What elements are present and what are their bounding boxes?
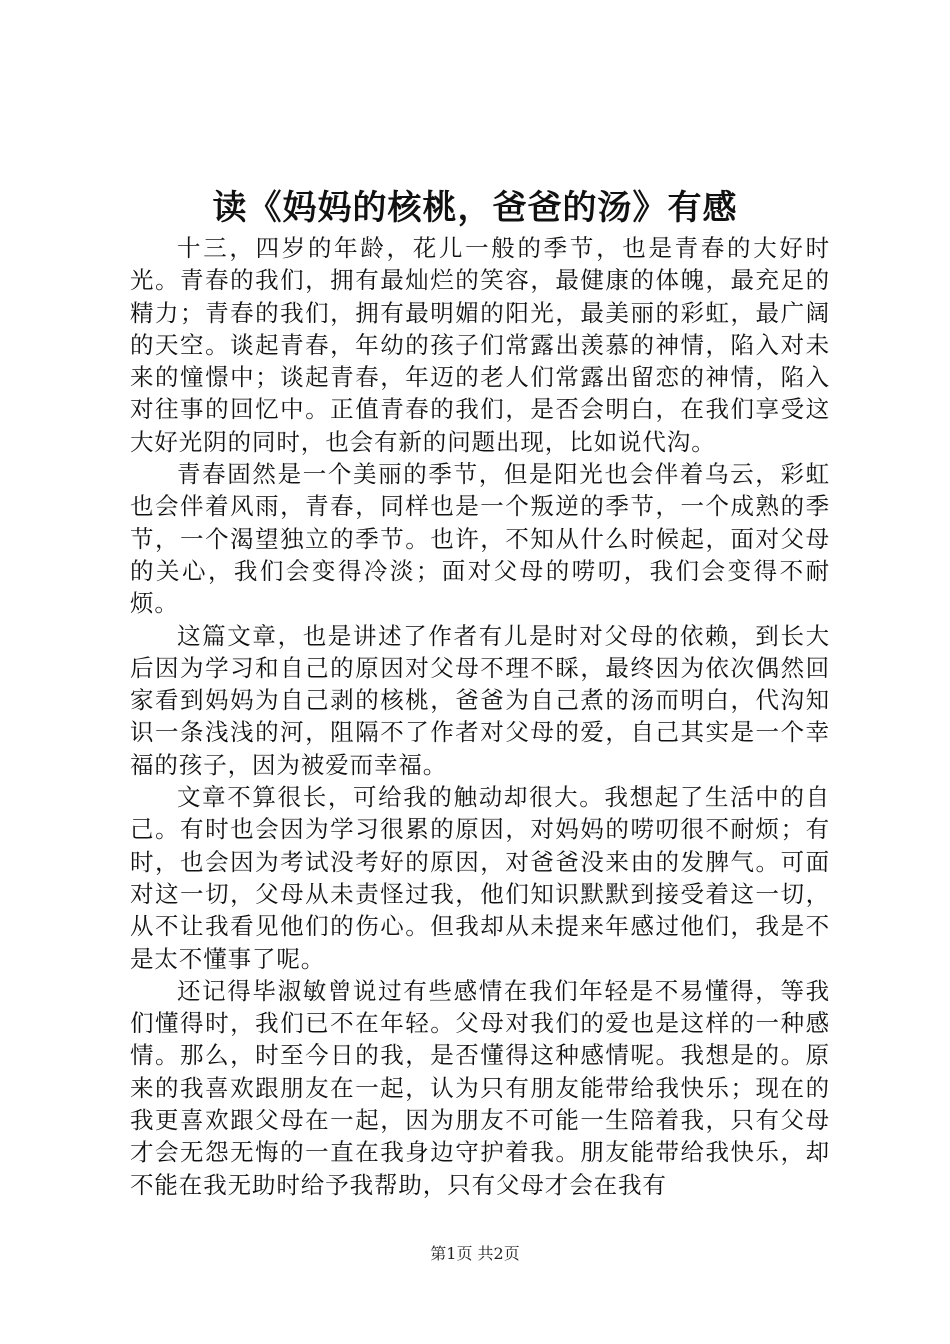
page-footer: 第1页 共2页 xyxy=(430,1244,520,1263)
paragraph-5: 还记得毕淑敏曾说过有些感情在我们年轻是不易懂得，等我们懂得时，我们已不在年轻。父母对我们的爱也是这样的一种感情。那么，时至今日的我，是否懂得这种感情呢。我想是的。原来的我喜欢跟朋友在一起，认为只有朋友能带给我快乐；现在的我更喜欢跟父母在一起，因为朋友不可能一生陪着我，只有父母才会无怨无悔的一直在我身边守护着我。朋友能带给我快乐，却不能在我无助时给予我帮助，只有父母才会在我有 xyxy=(130,976,830,1199)
paragraph-2: 青春固然是一个美丽的季节，但是阳光也会伴着乌云，彩虹也会伴着风雨，青春，同样也是一个叛逆的季节，一个成熟的季节，一个渴望独立的季节。也许，不知从什么时候起，面对父母的关心，我们会变得冷淡；面对父母的唠叨，我们会变得不耐烦。 xyxy=(130,460,830,618)
paragraph-4: 文章不算很长，可给我的触动却很大。我想起了生活中的自己。有时也会因为学习很累的原因，对妈妈的唠叨很不耐烦；有时，也会因为考试没考好的原因，对爸爸没来由的发脾气。可面对这一切，父母从未责怪过我，他们知识默默到接受着这一切，从不让我看见他们的伤心。但我却从未提来年感过他们，我是不是太不懂事了呢。 xyxy=(130,783,830,973)
paragraph-3: 这篇文章，也是讲述了作者有儿是时对父母的依赖，到长大后因为学习和自己的原因对父母不理不睬，最终因为依次偶然回家看到妈妈为自己剥的核桃，爸爸为自己煮的汤而明白，代沟知识一条浅浅的河，阻隔不了作者对父母的爱，自己其实是一个幸福的孩子，因为被爱而幸福。 xyxy=(130,621,830,779)
document-title: 读《妈妈的核桃，爸爸的汤》有感 xyxy=(212,188,738,228)
document-body xyxy=(130,232,830,1201)
paragraph-1: 十三，四岁的年龄，花儿一般的季节，也是青春的大好时光。青春的我们，拥有最灿烂的笑容，最健康的体魄，最充足的精力；青春的我们，拥有最明媚的阳光，最美丽的彩虹，最广阔的天空。谈起青春，年幼的孩子们常露出羡慕的神情，陷入对未来的憧憬中；谈起青春，年迈的老人们常露出留恋的神情，陷入对往事的回忆中。正值青春的我们，是否会明白，在我们享受这大好光阴的同时，也会有新的问题出现，比如说代沟。 xyxy=(130,234,830,456)
